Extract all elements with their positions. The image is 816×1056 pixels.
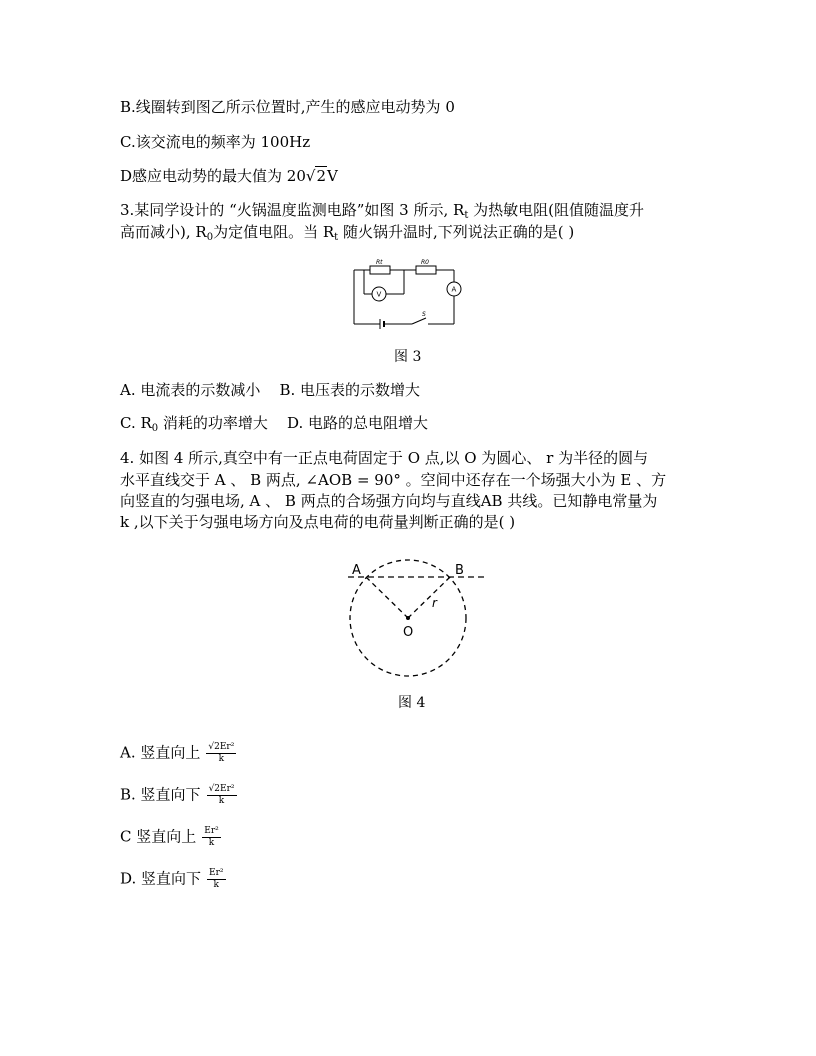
option-c-prev bbox=[120, 132, 310, 152]
switch-icon bbox=[412, 318, 426, 324]
q4-stem-line1: 4. 如图 4 所示,真空中有一正点电荷固定于 O 点,以 O 为圆心、 r 为半径的圆与 bbox=[120, 449, 649, 467]
figure-3-caption: 图 3 bbox=[394, 349, 422, 365]
fraction bbox=[207, 784, 237, 807]
resistor-r0 bbox=[416, 266, 436, 274]
numerator: √2Er² bbox=[208, 742, 235, 752]
denominator: k bbox=[208, 838, 215, 848]
subscript: 0 bbox=[151, 423, 159, 434]
label-o: O bbox=[403, 625, 414, 640]
q4-option-c bbox=[120, 826, 221, 849]
thermistor-rt bbox=[370, 266, 390, 274]
circuit-diagram bbox=[350, 258, 466, 332]
q3-options-row1 bbox=[120, 380, 420, 400]
option-text: D感应电动势的最大值为 20 bbox=[120, 167, 306, 185]
unit: V bbox=[327, 167, 338, 185]
option-d: D. 电路的总电阻增大 bbox=[287, 414, 429, 432]
q4-stem-line4: k ,以下关于匀强电场方向及点电荷的电荷量判断正确的是( ) bbox=[120, 513, 516, 531]
q4-option-a bbox=[120, 742, 236, 765]
q3-stem-line2 bbox=[120, 222, 574, 248]
radius-ob bbox=[408, 577, 450, 618]
option-text: D. 竖直向下 bbox=[120, 869, 202, 888]
option-text: B. 竖直向下 bbox=[120, 785, 201, 804]
text: 随火锅升温时,下列说法正确的是( ) bbox=[338, 223, 575, 241]
ammeter-label: A bbox=[451, 285, 457, 294]
option-c-rest: 消耗的功率增大 bbox=[158, 414, 268, 432]
point-charge-o bbox=[406, 616, 410, 620]
option-c: C. R bbox=[120, 414, 152, 432]
rt-label: Rt bbox=[376, 259, 383, 266]
text: R bbox=[195, 223, 207, 241]
label-b: B bbox=[455, 563, 464, 578]
r0-label: R0 bbox=[421, 259, 429, 266]
figure-4-caption: 图 4 bbox=[398, 695, 426, 711]
q4-stem-line3: 向竖直的匀强电场, A 、 B 两点的合场强方向均与直线AB 共线。已知静电常量为 bbox=[120, 492, 658, 510]
subscript: t bbox=[334, 232, 339, 243]
option-text: C.该交流电的频率为 100Hz bbox=[120, 133, 311, 151]
option-text: C 竖直向上 bbox=[120, 827, 197, 846]
text: 为定值电阻。当 R bbox=[213, 223, 335, 241]
subscript: t bbox=[464, 210, 469, 221]
q4-option-d bbox=[120, 868, 226, 891]
switch-label: S bbox=[422, 311, 426, 318]
subscript: 0 bbox=[206, 232, 214, 243]
radius-oa bbox=[366, 577, 408, 618]
option-text: B.线圈转到图乙所示位置时,产生的感应电动势为 0 bbox=[120, 98, 455, 116]
numerator: √2Er² bbox=[208, 784, 235, 794]
sqrt-symbol: √2 bbox=[305, 167, 326, 185]
label-r: r bbox=[432, 596, 437, 610]
numerator: Er² bbox=[204, 826, 219, 836]
option-text: A. 竖直向上 bbox=[120, 743, 201, 762]
circle-field-diagram bbox=[330, 552, 500, 692]
fraction bbox=[202, 826, 220, 849]
text: 3.某同学设计的 “火锅温度监测电路”如图 3 所示, R bbox=[120, 201, 465, 219]
option-b: B. 电压表的示数增大 bbox=[279, 381, 421, 399]
q4-stem-line2: 水平直线交于 A 、 B 两点, ∠AOB = 90° 。空间中还存在一个场强大小为 E 、方 bbox=[120, 471, 667, 489]
text: 为热敏电阻(阻值随温度升 bbox=[468, 201, 644, 219]
option-b-prev bbox=[120, 97, 455, 117]
q4-option-b bbox=[120, 784, 237, 807]
fraction bbox=[207, 868, 225, 891]
voltmeter-label: V bbox=[376, 290, 382, 299]
fraction bbox=[206, 742, 236, 765]
q3-options-row2 bbox=[120, 413, 428, 439]
text: 高而减小), bbox=[120, 223, 196, 241]
option-d-prev bbox=[120, 166, 338, 186]
numerator: Er² bbox=[209, 868, 224, 878]
option-a: A. 电流表的示数减小 bbox=[120, 381, 261, 399]
sqrt-radicand: 2 bbox=[316, 167, 326, 185]
denominator: k bbox=[218, 796, 225, 806]
denominator: k bbox=[213, 880, 219, 890]
label-a: A bbox=[352, 563, 361, 578]
denominator: k bbox=[218, 754, 225, 764]
